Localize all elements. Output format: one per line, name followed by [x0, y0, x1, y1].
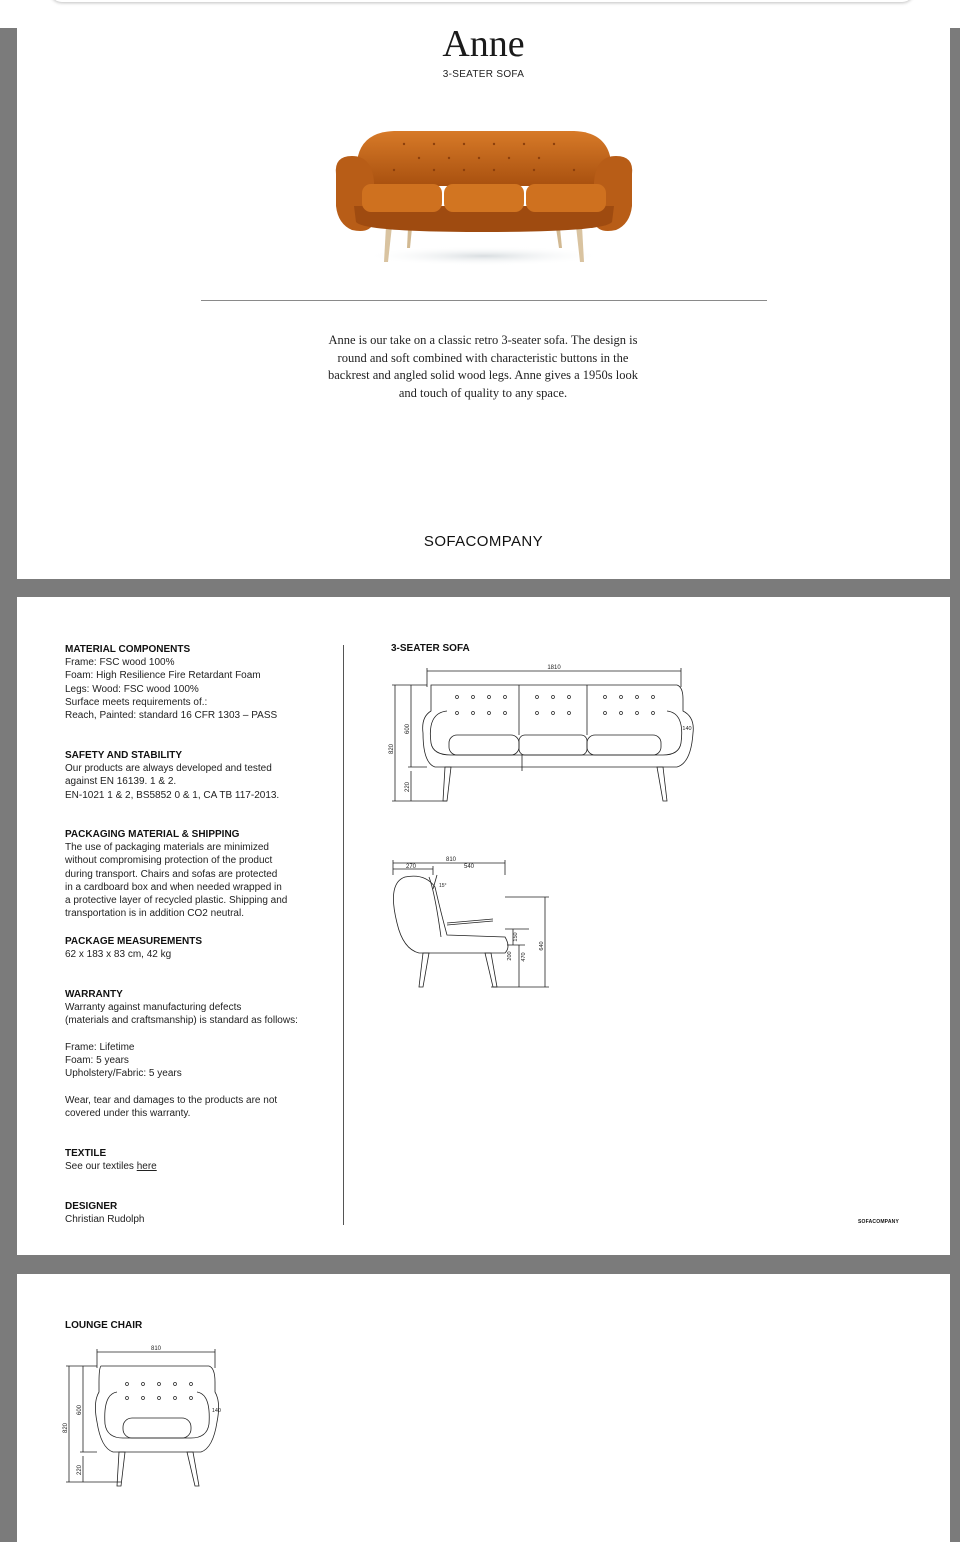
dim-height-back: 600 — [405, 723, 411, 735]
dim-seat-top: 200 — [507, 951, 513, 961]
pdf-page-lounge-chair — [17, 1274, 950, 1542]
spec-line — [65, 1028, 325, 1041]
designer-name: Christian Rudolph — [65, 1214, 145, 1226]
spec-heading: SAFETY AND STABILITY — [65, 750, 183, 761]
spec-line: Upholstery/Fabric: 5 years — [65, 1068, 182, 1080]
spec-line: (materials and craftsmanship) is standard as follows: — [65, 1015, 298, 1027]
dim-height-total: 820 — [63, 1422, 69, 1434]
spec-line: a protective layer of recycled plastic. Shipping and — [65, 895, 288, 907]
spec-line: without compromising protection of the product — [65, 855, 273, 867]
dim-seat-depth: 540 — [463, 864, 475, 870]
spec-heading: PACKAGE MEASUREMENTS — [65, 936, 203, 947]
sofa-front-drawing — [387, 663, 697, 808]
spec-heading: DESIGNER — [65, 1201, 118, 1212]
dim-width: 810 — [150, 1346, 162, 1352]
pdf-page-cover — [17, 23, 950, 579]
pdf-page-specifications — [17, 597, 950, 1255]
spec-package-measurements — [65, 935, 325, 961]
address-bar[interactable] — [50, 0, 914, 2]
spec-line: Wear, tear and damages to the products are not — [65, 1094, 278, 1106]
dim-leg-height: 220 — [77, 1464, 83, 1476]
brand-logo: SOFACOMPANY — [423, 533, 544, 550]
spec-line: See our textiles — [65, 1161, 137, 1173]
sofa-photo — [334, 126, 634, 276]
dim-depth: 810 — [445, 857, 457, 863]
spec-line: in a cardboard box and when needed wrapped in — [65, 881, 282, 893]
spec-line: Reach, Painted: standard 16 CFR 1303 – PASS — [65, 710, 278, 722]
dim-seat-cushion: 150 — [513, 932, 519, 942]
spec-line: The use of packaging materials are minimized — [65, 842, 269, 854]
spec-line: covered under this warranty. — [65, 1107, 191, 1119]
spec-line: Our products are always developed and tested — [65, 763, 272, 775]
dim-back-depth: 270 — [405, 864, 417, 870]
spec-material — [65, 643, 325, 722]
spec-warranty — [65, 988, 325, 1120]
spec-heading: TEXTILE — [65, 1148, 107, 1159]
spec-heading: WARRANTY — [65, 989, 123, 1000]
dim-arm-height: 640 — [539, 941, 545, 951]
spec-line: Legs: Wood: FSC wood 100% — [65, 683, 199, 695]
dim-width: 1810 — [547, 665, 561, 671]
spec-line: Frame: FSC wood 100% — [65, 657, 175, 669]
spec-line: Frame: Lifetime — [65, 1041, 135, 1053]
product-title: Anne — [442, 23, 525, 65]
footer-brand: SOFACOMPANY — [858, 1219, 899, 1225]
spec-heading: PACKAGING MATERIAL & SHIPPING — [65, 829, 240, 840]
column-divider — [343, 645, 344, 1225]
dim-height-back: 600 — [77, 1404, 83, 1416]
dim-seat-height: 470 — [521, 952, 527, 962]
spec-line: during transport. Chairs and sofas are protected — [65, 868, 278, 880]
spec-designer — [65, 1200, 325, 1226]
drawing-label: 3-SEATER SOFA — [391, 643, 470, 654]
spec-packaging — [65, 828, 325, 920]
spec-line: transportation is in addition CO2 neutral. — [65, 908, 244, 920]
spec-heading: MATERIAL COMPONENTS — [65, 644, 191, 655]
spec-line: Surface meets requirements of.: — [65, 696, 208, 708]
spec-safety — [65, 749, 325, 802]
dim-leg-height: 220 — [405, 781, 411, 793]
spec-line: 62 x 183 x 83 cm, 42 kg — [65, 949, 172, 961]
spec-textile — [65, 1147, 325, 1173]
spec-line: against EN 16139. 1 & 2. — [65, 776, 177, 788]
dim-arm: 140 — [682, 726, 692, 732]
textile-link[interactable]: here — [136, 1161, 157, 1173]
drawing-label: LOUNGE CHAIR — [65, 1320, 143, 1331]
sofa-side-drawing — [389, 853, 559, 998]
spec-line: Foam: 5 years — [65, 1055, 129, 1066]
lounge-chair-drawing — [61, 1342, 221, 1492]
dim-angle: 15° — [439, 883, 447, 889]
spec-line: Warranty against manufacturing defects — [65, 1002, 242, 1014]
spec-line: EN-1021 1 & 2, BS5852 0 & 1, CA TB 117-2013. — [65, 789, 280, 801]
product-subtitle: 3-SEATER SOFA — [442, 69, 525, 80]
dim-arm: 140 — [211, 1408, 221, 1414]
spec-line — [65, 1080, 325, 1093]
product-description: Anne is our take on a classic retro 3-seater sofa. The design is round and soft combined with characteristic buttons in the backrest and angled solid wood legs. Anne gives a 1950s look and touch of quality to any space. — [327, 333, 639, 400]
spec-line: Foam: High Resilience Fire Retardant Foam — [65, 670, 261, 682]
dim-height-total: 820 — [389, 743, 395, 755]
divider-line — [201, 300, 767, 301]
